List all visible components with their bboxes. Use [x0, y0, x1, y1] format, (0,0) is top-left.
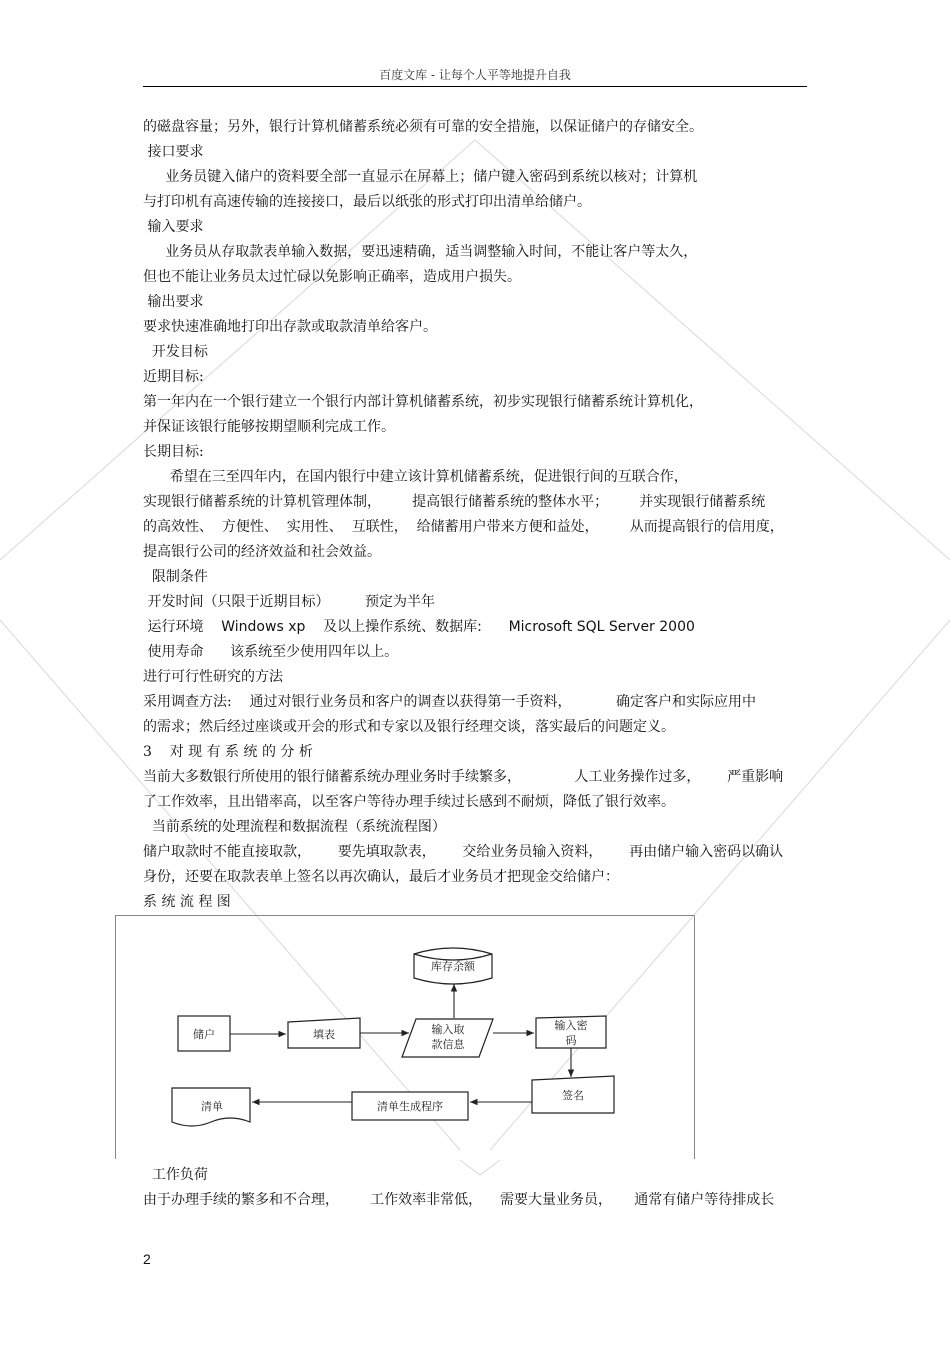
text-line: 长期目标: — [143, 444, 204, 460]
db-label: 库存余额 — [431, 960, 475, 973]
text-line: 并保证该银行能够按期望顺利完成工作。 — [143, 419, 395, 435]
text-line: 的高效性、 方便性、 实用性、 互联性， 给储蓄用户带来方便和益处， 从而提高银行的信用度， — [143, 519, 784, 535]
text-line: 使用寿命 该系统至少使用四年以上。 — [143, 644, 399, 660]
text-line: 3 对 现 有 系 统 的 分 析 — [143, 744, 313, 760]
text-line: 储户取款时不能直接取款， 要先填取款表， 交给业务员输入资料， 再由储户输入密码以确认 — [143, 844, 784, 860]
flowchart-svg — [116, 916, 694, 1159]
fill-form-label: 填表 — [313, 1028, 335, 1041]
text-line: 身份，还要在取款表单上签名以再次确认，最后才业务员才把现金交给储户： — [143, 869, 619, 885]
text-line: 系 统 流 程 图 — [143, 894, 231, 910]
input-info-label-2: 款信息 — [431, 1038, 465, 1051]
list-label: 清单 — [201, 1100, 223, 1113]
text-line: 与打印机有高速传输的连接接口，最后以纸张的形式打印出清单给储户。 — [143, 194, 591, 210]
text-line: 开发时间（只限于近期目标） 预定为半年 — [143, 594, 436, 610]
text-line: 运行环境 Windows xp 及以上操作系统、数据库: Microsoft SQL Server 2000 — [143, 619, 695, 635]
text-line: 限制条件 — [143, 569, 208, 585]
text-line: 业务员从存取款表单输入数据，要迅速精确，适当调整输入时间，不能让客户等太久， — [143, 244, 698, 260]
list-program-label: 清单生成程序 — [377, 1100, 443, 1113]
text-line: 但也不能让业务员太过忙碌以免影响正确率，造成用户损失。 — [143, 269, 521, 285]
text-line: 提高银行公司的经济效益和社会效益。 — [143, 544, 381, 560]
input-pwd-label-1: 输入密 — [554, 1019, 588, 1032]
text-line: 希望在三至四年内，在国内银行中建立该计算机储蓄系统，促进银行间的互联合作， — [143, 469, 688, 485]
text-line: 当前系统的处理流程和数据流程（系统流程图） — [143, 819, 446, 835]
system-flowchart — [115, 915, 695, 1159]
text-line: 开发目标 — [143, 344, 208, 360]
text-line: 工作负荷 — [143, 1167, 208, 1183]
input-info-label-1: 输入取 — [431, 1023, 465, 1036]
text-line: 的磁盘容量；另外，银行计算机储蓄系统必须有可靠的安全措施，以保证储户的存储安全。 — [143, 119, 703, 135]
text-line: 输出要求 — [143, 294, 204, 310]
text-line: 接口要求 — [143, 144, 204, 160]
text-line: 第一年内在一个银行建立一个银行内部计算机储蓄系统，初步实现银行储蓄系统计算机化， — [143, 394, 703, 410]
text-line: 由于办理手续的繁多和不合理， 工作效率非常低， 需要大量业务员， 通常有储户等待排成长 — [143, 1192, 775, 1208]
page-header: 百度文库 - 让每个人平等地提升自我 — [143, 66, 807, 87]
text-line: 要求快速准确地打印出存款或取款清单给客户。 — [143, 319, 437, 335]
text-line: 进行可行性研究的方法 — [143, 669, 283, 685]
sign-label: 签名 — [562, 1089, 584, 1102]
input-pwd-label-2: 码 — [565, 1034, 577, 1047]
text-line: 当前大多数银行所使用的银行储蓄系统办理业务时手续繁多， 人工业务操作过多， 严重影响 — [143, 769, 784, 785]
customer-label: 储户 — [193, 1028, 215, 1041]
page-number: 2 — [143, 1251, 151, 1267]
text-line: 了工作效率，且出错率高，以至客户等待办理手续过长感到不耐烦，降低了银行效率。 — [143, 794, 675, 810]
text-line: 业务员键入储户的资料要全部一直显示在屏幕上；储户键入密码到系统以核对；计算机 — [143, 169, 698, 185]
text-line: 近期目标: — [143, 369, 204, 385]
text-line: 实现银行储蓄系统的计算机管理体制， 提高银行储蓄系统的整体水平； 并实现银行储蓄系统 — [143, 494, 766, 510]
text-line: 的需求；然后经过座谈或开会的形式和专家以及银行经理交谈，落实最后的问题定义。 — [143, 719, 675, 735]
text-line: 采用调查方法: 通过对银行业务员和客户的调查以获得第一手资料， 确定客户和实际应用中 — [143, 694, 757, 710]
text-line: 输入要求 — [143, 219, 204, 235]
